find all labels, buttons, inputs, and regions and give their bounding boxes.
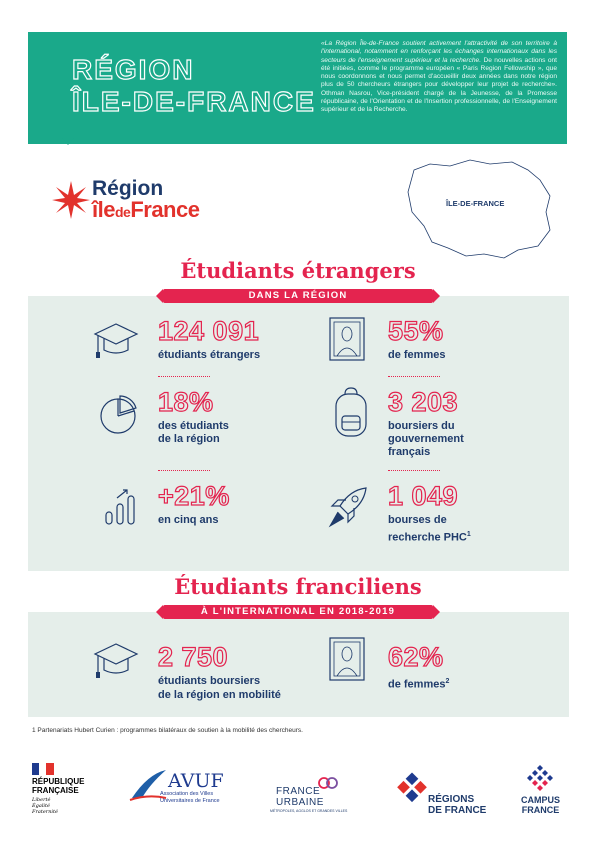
footnote-marker: 2: [445, 678, 450, 685]
divider: [158, 376, 210, 377]
stat-number: 124 091: [158, 316, 260, 346]
rf-motto-2: Égalité: [32, 803, 50, 809]
footnote: 1 Partenariats Hubert Curien : programmes bilatéraux de soutien à la mobilité des chercheurs.: [32, 727, 303, 734]
avuf-logo-text: AVUF: [168, 770, 224, 792]
rf-logo-text: [32, 777, 84, 815]
campus-france-text: [521, 795, 560, 815]
logo-region-word: Région: [92, 177, 164, 200]
divider: [388, 470, 440, 471]
stat-label: de femmes: [388, 349, 446, 361]
fu-line-2: URBAINE: [276, 797, 324, 808]
stat-label-l1: étudiants boursiers: [158, 675, 261, 687]
divider: [388, 376, 440, 377]
cf-line-1: CAMPUS: [521, 795, 561, 805]
stat-number: 2 750: [158, 642, 229, 672]
rocket-icon: [326, 486, 370, 532]
rdf-line-2: DE FRANCE: [428, 805, 487, 816]
france-urbaine-subtitle: MÉTROPOLES, AGGLOS ET GRANDES VILLES: [270, 809, 348, 813]
intro-quote: [321, 40, 557, 115]
cf-line-2: FRANCE: [521, 805, 560, 815]
rf-line-1: RÉPUBLIQUE: [32, 777, 85, 786]
graduation-cap-icon: [93, 322, 143, 362]
intro-part-1: «La Région Île-de-France soutient activement l'attractivité de son territoire à l'international, notamment en renforçant les échanges internationaux dans les secteurs de l'enseignement supérieur et la recherche.: [321, 40, 557, 64]
header-notch: [62, 138, 74, 145]
stat-label-l2: [388, 528, 471, 545]
campus-france-icon: [524, 764, 556, 792]
stat-label-text: de femmes: [388, 678, 446, 691]
section2-title: Étudiants franciliens: [174, 574, 422, 599]
growth-bars-icon: [103, 488, 143, 528]
map-label: ÎLE-DE-FRANCE: [446, 199, 505, 208]
rf-line-2: FRANÇAISE: [32, 786, 79, 795]
logo-de: de: [114, 204, 131, 220]
stat-label-l2-text: recherche PHC: [388, 531, 467, 544]
stat-label-l2: de la région en mobilité: [158, 689, 281, 701]
mona-lisa-frame-icon: [328, 316, 368, 364]
rf-motto-3: Fraternité: [32, 809, 58, 815]
divider: [158, 470, 210, 471]
avuf-sub-2: Universitaires de France: [160, 797, 220, 804]
backpack-icon: [333, 386, 373, 440]
title-line-2: ÎLE-DE-FRANCE: [72, 86, 316, 117]
stat-number: 55%: [388, 316, 444, 346]
rf-motto-1: Liberté: [32, 797, 51, 803]
stat-number: 3 203: [388, 387, 459, 417]
page-title: [72, 54, 316, 118]
fu-line-1: FRANCE: [276, 786, 321, 797]
rf-motto: [32, 797, 84, 815]
stat-number: 1 049: [388, 481, 459, 511]
rdf-line-1: RÉGIONS: [428, 794, 475, 805]
stat-label-l3: français: [388, 446, 431, 458]
logo-ile: île: [92, 197, 115, 222]
logo-idf-word: [92, 197, 199, 223]
footnote-marker: 1: [466, 531, 471, 538]
stat-number: 18%: [158, 387, 214, 417]
stat-number: 62%: [388, 642, 444, 672]
section2-pill: À L'INTERNATIONAL EN 2018-2019: [163, 605, 433, 619]
regions-de-france-icon: [398, 774, 426, 802]
stat-label-l1: boursiers du: [388, 420, 455, 432]
marianne-flag-icon: [32, 763, 54, 775]
stat-label: en cinq ans: [158, 514, 219, 526]
regions-de-france-text: [428, 794, 486, 816]
avuf-subtitle: [160, 791, 220, 804]
stat-number: +21%: [158, 481, 230, 511]
mona-lisa-frame-icon: [328, 636, 368, 684]
stat-label: [388, 675, 449, 692]
stat-label-l1: des étudiants: [158, 420, 229, 432]
stat-label-l2: gouvernement: [388, 433, 464, 445]
intro-part-3: . Othman Nasrou, Vice-président chargé de la Jeunesse, de la Promesse républicaine, de l'Orientation et de l'Insertion professionnelle, de l'Enseignement supérieur et de la Recherche.: [321, 81, 557, 114]
avuf-sub-1: Association des Villes: [160, 791, 214, 797]
section1-pill: DANS LA RÉGION: [163, 289, 433, 303]
france-urbaine-text: [276, 786, 324, 808]
region-star-icon: [52, 181, 92, 221]
intro-part-2: De nouvelles actions ont été initiées, comme le programme européen « Paris Region Fellowship », que nous coordonnons et nous permet d'accueillir deux années dans notre région plus de 50 chercheurs étrangers pour développer leur projet de recherche»: [321, 56, 558, 89]
section1-title: Étudiants étrangers: [180, 258, 416, 283]
stat-label: étudiants étrangers: [158, 349, 261, 361]
stat-label-l1: bourses de: [388, 514, 447, 526]
graduation-cap-icon: [93, 642, 143, 682]
logo-france: France: [130, 197, 200, 222]
pie-chart-icon: [98, 394, 142, 438]
title-line-1: RÉGION: [72, 54, 195, 85]
stat-label-l2: de la région: [158, 433, 220, 445]
